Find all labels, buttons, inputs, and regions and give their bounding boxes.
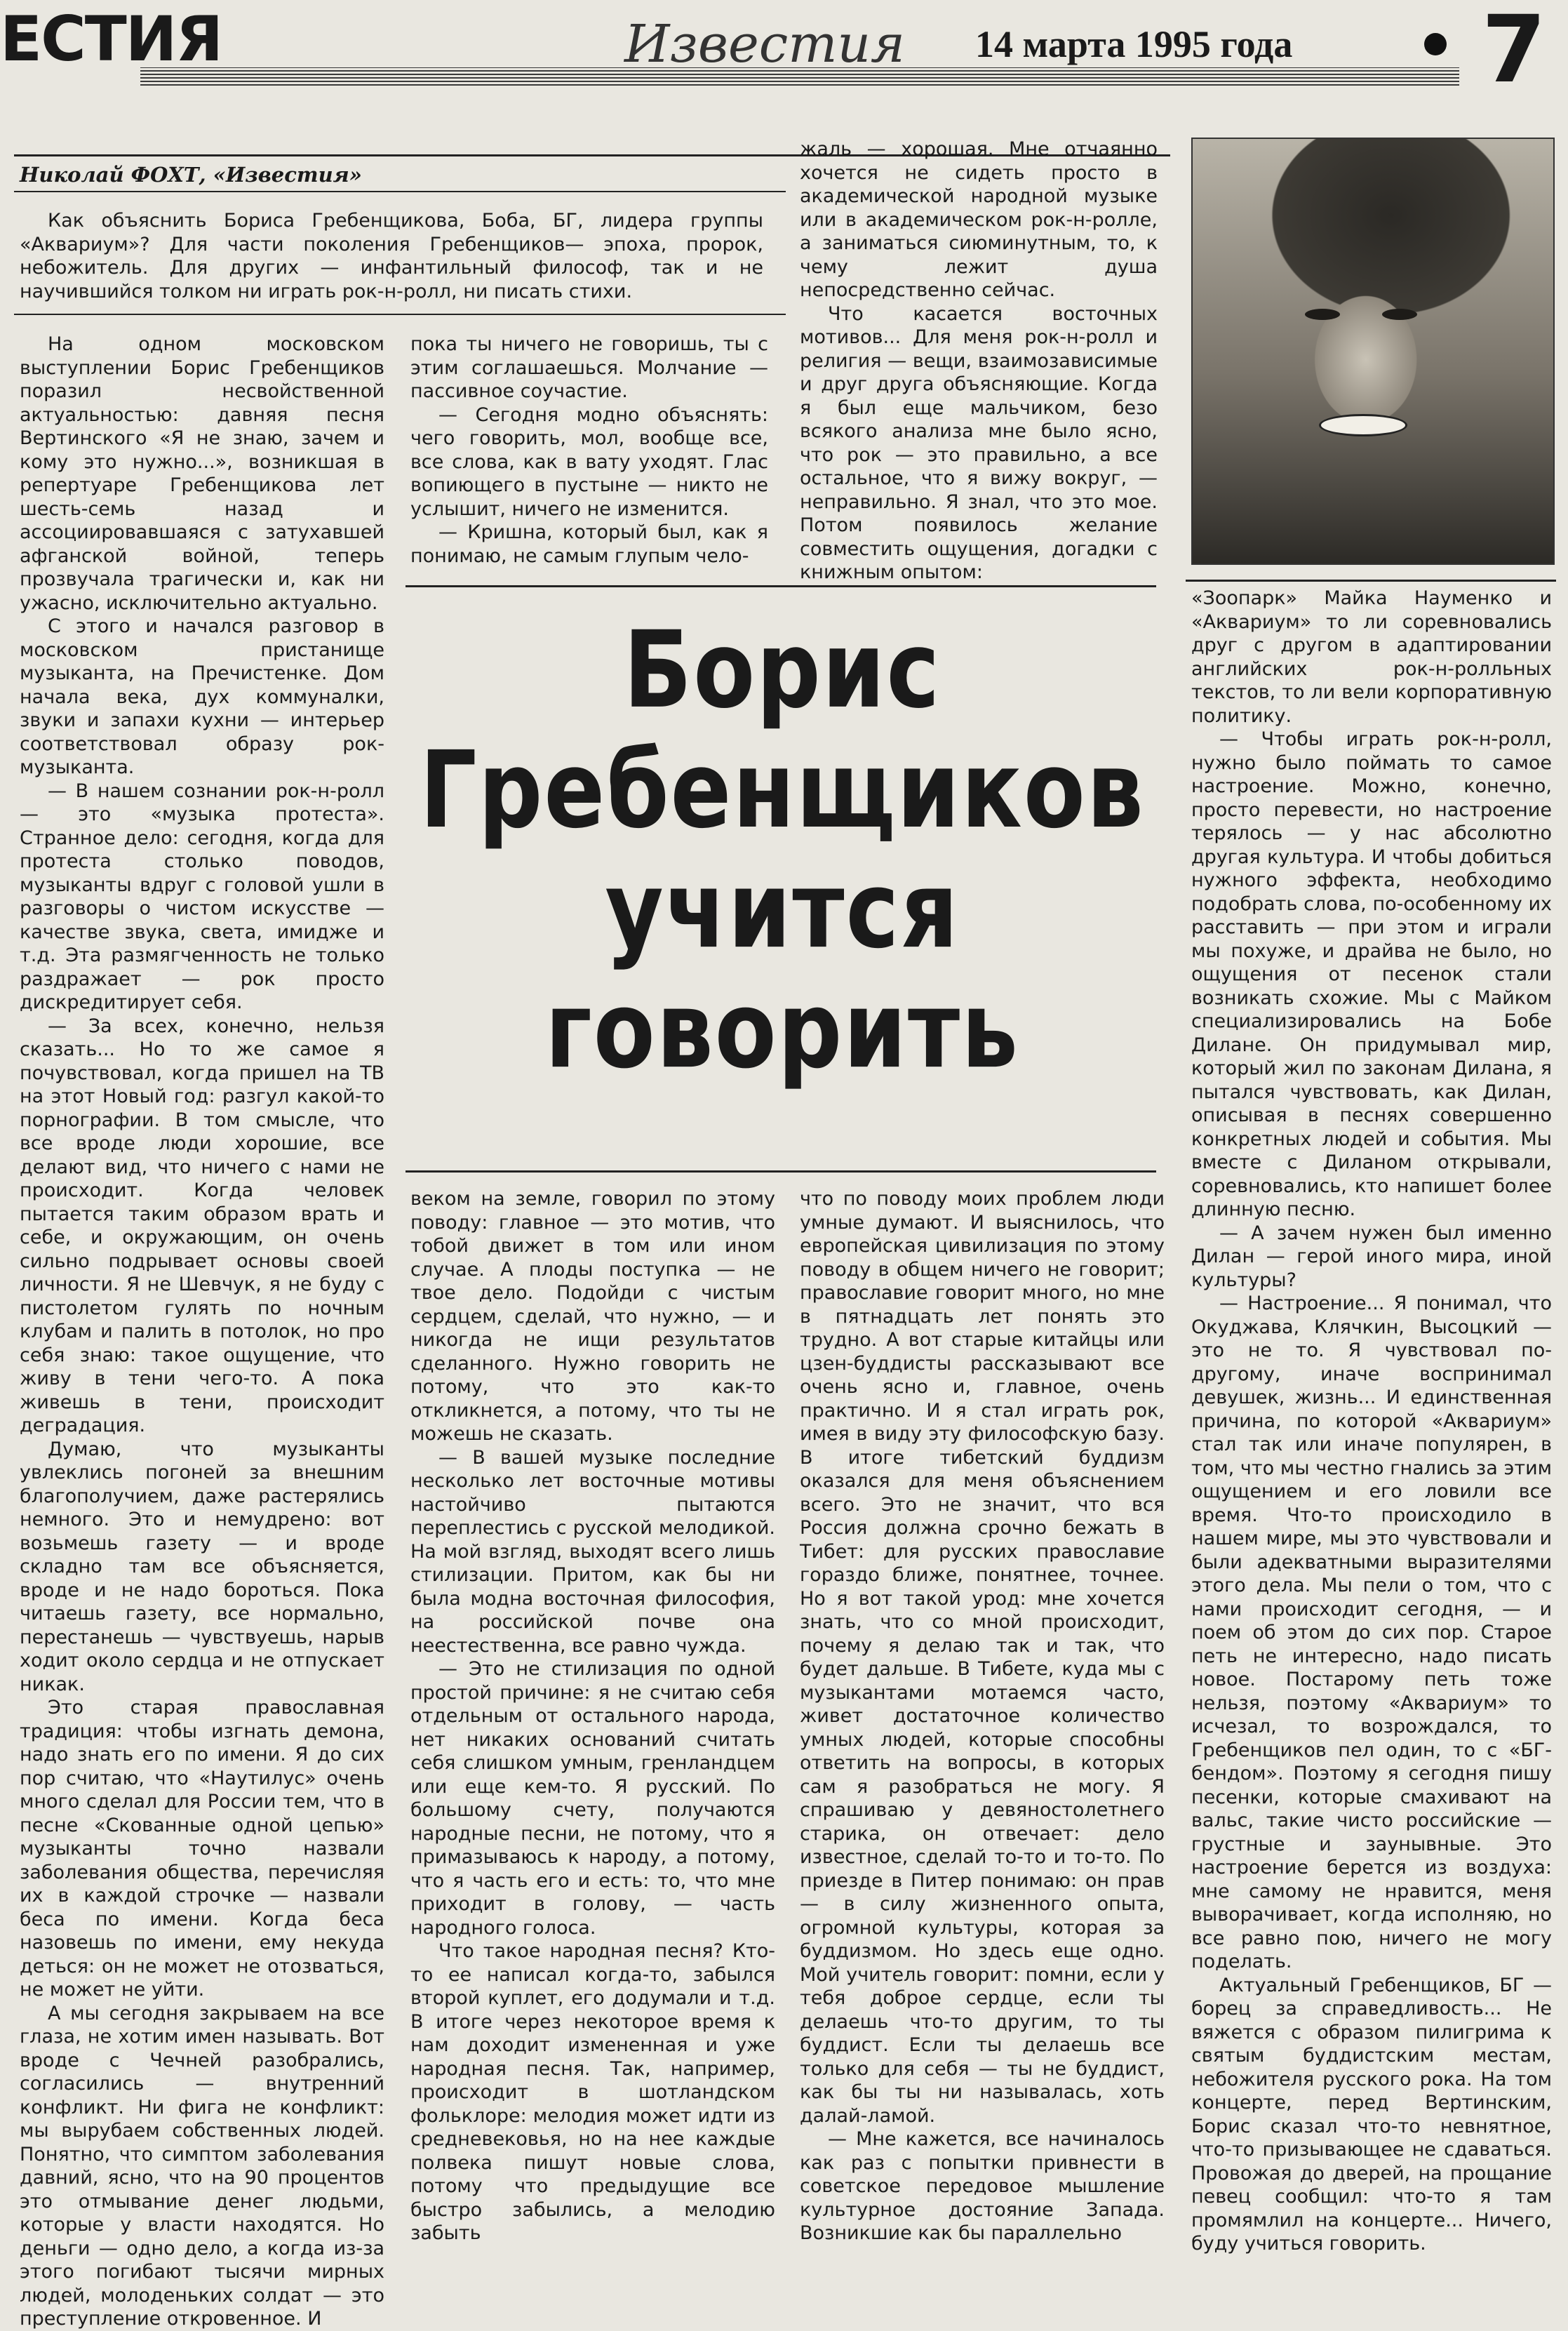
- paragraph: жаль — хорошая. Мне отчаянно хочется не сидеть просто в академической народной музыке или в академическом рок-н-ролле, а заниматься сиюминутным, то, к чему лежит душа непосредственно сейчас.: [800, 138, 1158, 301]
- headline-line-4: говорить: [544, 968, 1020, 1093]
- column-3-top: [800, 138, 1158, 585]
- paragraph: Что такое народная песня? Кто-то ее написал когда-то, забылся второй куплет, его додумали и т.д. В итоге через некоторое время к нам доходит измененная и уже народная песня. Так, например, происходит в шотландском фольклоре: мелодия может идти из средневековья, но на нее каждые полвека пишут новые слова, потому что предыдущие все быстро забылись, а мелодию забыть: [410, 1940, 775, 2244]
- column-3-bottom: [800, 1187, 1165, 2245]
- paragraph: Актуальный Гребенщиков, БГ — борец за справедливость... Не вяжется с образом пилигрима к святым буддистским местам, небожителя русского рока. На том концерте, перед Вертинским, Борис сказал что-то невнятное, что-то призывающее не сдаваться. Провожая до дверей, на прощание певец сообщил: что-то я там промямлил на концерте... Ничего, буду учиться говорить.: [1191, 1974, 1552, 2255]
- page-number: 7: [1482, 0, 1546, 104]
- paragraph: — За всех, конечно, нельзя сказать... Но то же самое я почувствовал, когда пришел на ТВ на этот Новый год: разгул какой-то порнографии. В том смысле, что все вроде люди хорошие, все делают вид, что ничего с нами не происходит. Когда человек пытается таким образом врать и себе, и окружающим, он очень сильно подрывает основы своей личности. Я не Шевчук, я не буду с пистолетом гулять по ночным клубам и палить в потолок, но про себя знаю: такое ощущение, что живу в тени чего-то. А пока живешь в тени, происходит деградация.: [20, 1015, 384, 1436]
- paragraph: — Это не стилизация по одной простой причине: я не считаю себя отдельным от остального народа, нет никаких оснований считать себя слишком умным, гренландцем или еще кем-то. Я русский. По большому счету, получаются народные песни, не потому, что я примазываюсь к народу, а потому, что я часть его и есть: то, что мне приходит в голову, — часть народного голоса.: [410, 1658, 775, 1939]
- paragraph: веком на земле, говорил по этому поводу: главное — это мотив, что тобой движет в том или ином случае. А плоды поступка — не твое дело. Подойди с чистым сердцем, сделай, что нужно, — и никогда не ищи результатов сделанного. Нужно говорить не потому, что это как-то откликнется, а потому, что ты не можешь не сказать.: [410, 1188, 775, 1445]
- paragraph: С этого и начался разговор в московском пристанище музыканта, на Пречистенке. Дом начала века, дух коммуналки, звуки и запахи кухни — интерьер соответствовал образу рок-музыканта.: [20, 615, 384, 778]
- byline-rule: [14, 191, 786, 192]
- newspaper-name: ЕСТИЯ: [0, 3, 222, 75]
- headline: [410, 608, 1154, 1093]
- paragraph: что по поводу моих проблем люди умные думают. И выяснилось, что европейская цивилизация по этому поводу в общем ничего не говорит; православие говорит много, но мне в пятнадцать лет понять это трудно. А вот старые китайцы или цзен-буддисты рассказывают все очень ясно и, главное, очень практично. И я стал играть рок, имея в виду эту философскую базу. В итоге тибетский буддизм оказался для меня объяснением всего. Это не значит, что вся Россия должна срочно бежать в Тибет: для русских православие гораздо ближе, понятнее, точнее. Но я вот такой урод: мне хочется знать, что со мной происходит, почему я делаю так и так, что будет дальше. В Тибете, куда мы с музыкантами мотаемся часто, живет достаточное количество умных людей, которые способны ответить на вопросы, в которых сам я разобраться не могу. Я спрашиваю у девяностолетнего старика, он отвечает: дело известное, сделай то-то и то-то. По приезде в Питер понимаю: он прав — в силу жизненного опыта, огромной культуры, которая за буддизмом. Но здесь еще одно. Мой учитель говорит: помни, если у тебя доброе сердце, если ты делаешь что-то другим, то ты буддист. Если ты делаешь все только для себя — ты не буддист, как бы ты ни называлась, хоть далай-ламой.: [800, 1188, 1165, 2127]
- paragraph: «Зоопарк» Майка Науменко и «Аквариум» то ли соревновались друг с другом в адаптировании английских рок-н-ролльных текстов, то ли вели корпоративную политику.: [1191, 587, 1552, 727]
- paragraph: Это старая православная традиция: чтобы изгнать демона, надо знать его по имени. Я до сих пор считаю, что «Наутилус» очень много сделал для России тем, что в песне «Скованные одной цепью» музыканты точно назвали заболевания общества, перечисляя их в каждой строчке — назвали беса по имени. Когда беса назовешь по имени, ему некуда деться: он не может не отозваться, не может не уйти.: [20, 1697, 384, 2001]
- bullet-dot: [1424, 33, 1447, 55]
- headline-bottom-rule: [406, 1170, 1156, 1173]
- headline-line-2: Гребенщиков: [420, 728, 1145, 853]
- column-1: [20, 333, 384, 2331]
- lead-rule: [14, 314, 786, 315]
- paragraph: — Настроение... Я понимал, что Окуджава, Клячкин, Высоцкий — это не то. Я чувствовал по-другому, иначе воспринимал девушек, жизнь... И единственная причина, по которой «Аквариум» стал так или иначе популярен, в том, что мы честно гнались за этим ощущением и его ловили все время. Что-то происходило в нашем мире, мы это чувствовали и были адекватными выразителями этого дела. Мы пели о том, что с нами происходит сегодня, — и поем об этом до сих пор. Старое петь не интересно, надо писать новое. Постарому петь тоже нельзя, поэтому «Аквариум» то исчезал, то возрождался, то Гребенщиков пел один, то с «БГ-бендом». Поэтому я сегодня пишу песенки, которые смахивают на вальс, такие чисто российские — грустные и заунывные. Это настроение берется из воздуха: мне самому не нравится, меня выворачивает, когда исполняю, но все равно пою, ничего не могу поделать.: [1191, 1293, 1552, 1972]
- paragraph: А мы сегодня закрываем на все глаза, не хотим имен называть. Вот вроде с Чечней разобрались, согласились — внутренний конфликт. Ни фига не конфликт: мы вырубаем собственных людей. Понятно, что симптом заболевания давний, ясно, что на 90 процентов это отмывание денег людьми, которые у власти находятся. Но деньги — одно дело, а когда из-за этого погибают тысячи мирных людей, молоденьких солдат — это преступление откровенное. И: [20, 2002, 384, 2330]
- paragraph: — Кришна, который был, как я понимаю, не самым глупым чело-: [410, 521, 768, 567]
- issue-date: 14 марта 1995 года: [975, 23, 1293, 65]
- paragraph: — Мне кажется, все начиналось как раз с попытки привнести в советское передовое мышление культурное достояние Запада. Возникшие как бы параллельно: [800, 2128, 1165, 2244]
- paragraph: На одном московском выступлении Борис Гребенщиков поразил несвойственной актуальностью: давняя песня Вертинского «Я не знаю, зачем и кому это нужно...», возникшая в репертуаре Гребенщикова лет шесть-семь назад и ассоциировавшаяся с затухавшей афганской войной, теперь прозвучала трагически и, как ни ужасно, исключительно актуально.: [20, 333, 384, 614]
- column-4: [1191, 587, 1552, 2256]
- column-2-top: [410, 333, 768, 568]
- paragraph: — Чтобы играть рок-н-ролл, нужно было поймать то самое настроение. Можно, конечно, просто перевести, но настроение терялось — у нас абсолютно другая культура. И чтобы добиться нужного эффекта, необходимо подобрать слова, по-особенному их расставить — при этом и играли мы похуже, и драйва не было, но ощущения от песенок стали возникать схожие. Мы с Майком специализировались на Бобе Дилане. Он придумывал мир, который жил по законам Дилана, я пытался чувствовать, как Дилан, описывая в песнях совершенно конкретных людей и события. Мы вместе с Диланом открывали, соревновались, кто напишет более длинную песню.: [1191, 728, 1552, 1220]
- paragraph: — А зачем нужен был именно Дилан — герой иного мира, иной культуры?: [1191, 1222, 1552, 1291]
- paragraph: — Сегодня модно объяснять: чего говорить, мол, вообще все, все слова, как в вату уходят. Глас вопиющего в пустыне — никто не услышит, ничего не изменится.: [410, 403, 768, 520]
- headline-top-rule: [406, 585, 1156, 587]
- photo-eye-right: [1382, 309, 1417, 320]
- paragraph: Что касается восточных мотивов... Для меня рок-н-ролл и религия — вещи, взаимозависимые и друг друга объясняющие. Когда я был еще мальчиком, безо всякого анализа мне было ясно, что рок — это правильно, а все остальное, что я вижу вокруг, — неправильно. Я знал, что это мое. Потом появилось желание совместить ощущения, догадки с книжным опытом:: [800, 302, 1158, 583]
- lead-paragraph: [20, 209, 763, 303]
- photo-bottom-rule: [1186, 580, 1556, 582]
- paragraph: пока ты ничего не говоришь, ты с этим соглашаешься. Молчание — пассивное соучастие.: [410, 333, 768, 402]
- headline-line-1: Борис: [623, 608, 942, 733]
- headline-line-3: учится: [605, 848, 960, 973]
- paragraph: — В вашей музыке последние несколько лет восточные мотивы настойчиво пытаются переплестись с русской мелодикой. На мой взгляд, выходят всего лишь стилизации. Притом, как бы ни была модна восточная философия, на российской почве она неестественна, все равно чужда.: [410, 1446, 775, 1657]
- paragraph: — В нашем сознании рок-н-ролл — это «музыка протеста». Странное дело: сегодня, когда для протеста столько поводов, музыканты вдруг с головой ушли в разговоры о чистом искусстве — качестве звука, света, имидже и т.д. Эта размягченность не только раздражает — рок просто дискредитирует себя.: [20, 780, 384, 1013]
- photo-eye-left: [1305, 309, 1340, 320]
- handwritten-newspaper-name: Известия: [624, 14, 906, 74]
- column-2-bottom: [410, 1187, 775, 2245]
- byline: Николай ФОХТ, «Известия»: [20, 163, 362, 187]
- masthead: [0, 0, 1568, 104]
- paragraph: Думаю, что музыканты увлеклись погоней за внешним благополучием, даже растерялись немного. Это и немудрено: вот возьмешь газету — и вроде складно там все объясняется, вроде и не надо бороться. Пока читаешь газету, все нормально, перестанешь — чувствуешь, нарыв ходит около сердца и не отпускает никак.: [20, 1438, 384, 1695]
- photo-smile: [1319, 414, 1407, 436]
- portrait-photo: [1191, 138, 1555, 565]
- lead-text: Как объяснить Бориса Гребенщикова, Боба, БГ, лидера группы «Аквариум»? Для части поколения Гребенщиков— эпоха, пророк, небожитель. Для других — инфантильный философ, так и не научившийся толком ни играть рок-н-ролл, ни писать стихи.: [20, 210, 763, 302]
